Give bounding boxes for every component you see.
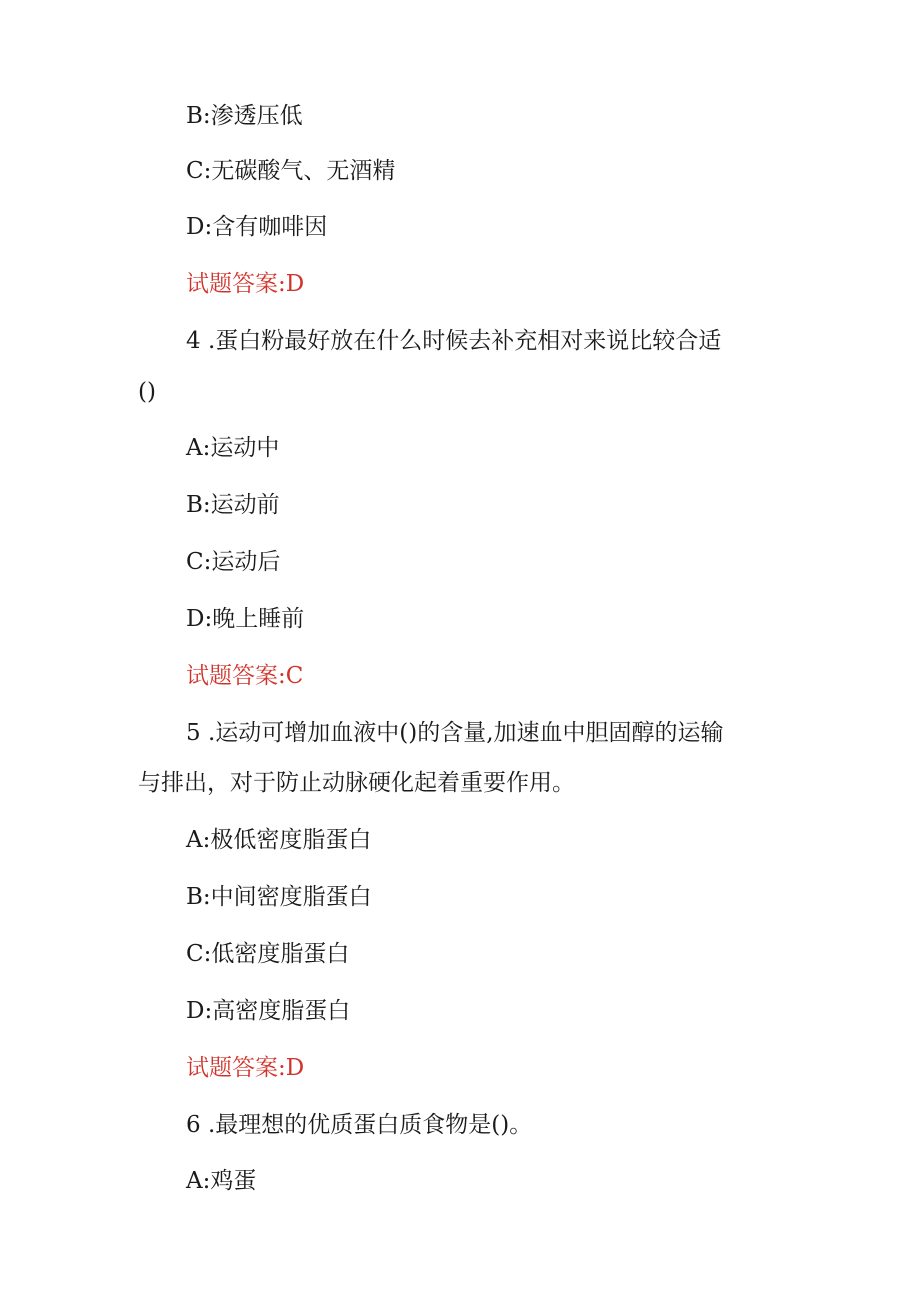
q5-stem-line2: 与排出，对于防止动脉硬化起着重要作用。 — [138, 770, 575, 796]
q3-option-c: C:无碳酸气、无酒精 — [186, 158, 396, 184]
q4-answer: 试题答案:C — [186, 663, 304, 689]
q3-option-b: B:渗透压低 — [186, 103, 303, 129]
q4-option-d: D:晚上睡前 — [186, 606, 305, 632]
q3-answer: 试题答案:D — [186, 271, 305, 297]
q5-option-a: A:极低密度脂蛋白 — [186, 827, 372, 853]
q5-option-d: D:高密度脂蛋白 — [186, 998, 351, 1024]
q4-option-c: C:运动后 — [186, 549, 281, 575]
q5-stem-line1: 5 .运动可增加血液中()的含量,加速血中胆固醇的运输 — [186, 720, 724, 746]
q6-stem-line1: 6 .最理想的优质蛋白质食物是()。 — [186, 1112, 533, 1138]
q3-option-d: D:含有咖啡因 — [186, 214, 328, 240]
q5-option-b: B:中间密度脂蛋白 — [186, 884, 372, 910]
q4-option-a: A:运动中 — [186, 435, 280, 461]
q5-answer: 试题答案:D — [186, 1055, 305, 1081]
q6-option-a: A:鸡蛋 — [186, 1168, 257, 1194]
q4-option-b: B:运动前 — [186, 492, 280, 518]
q5-option-c: C:低密度脂蛋白 — [186, 941, 350, 967]
q4-stem-line2: () — [138, 379, 156, 405]
q4-stem-line1: 4 .蛋白粉最好放在什么时候去补充相对来说比较合适 — [186, 328, 722, 354]
